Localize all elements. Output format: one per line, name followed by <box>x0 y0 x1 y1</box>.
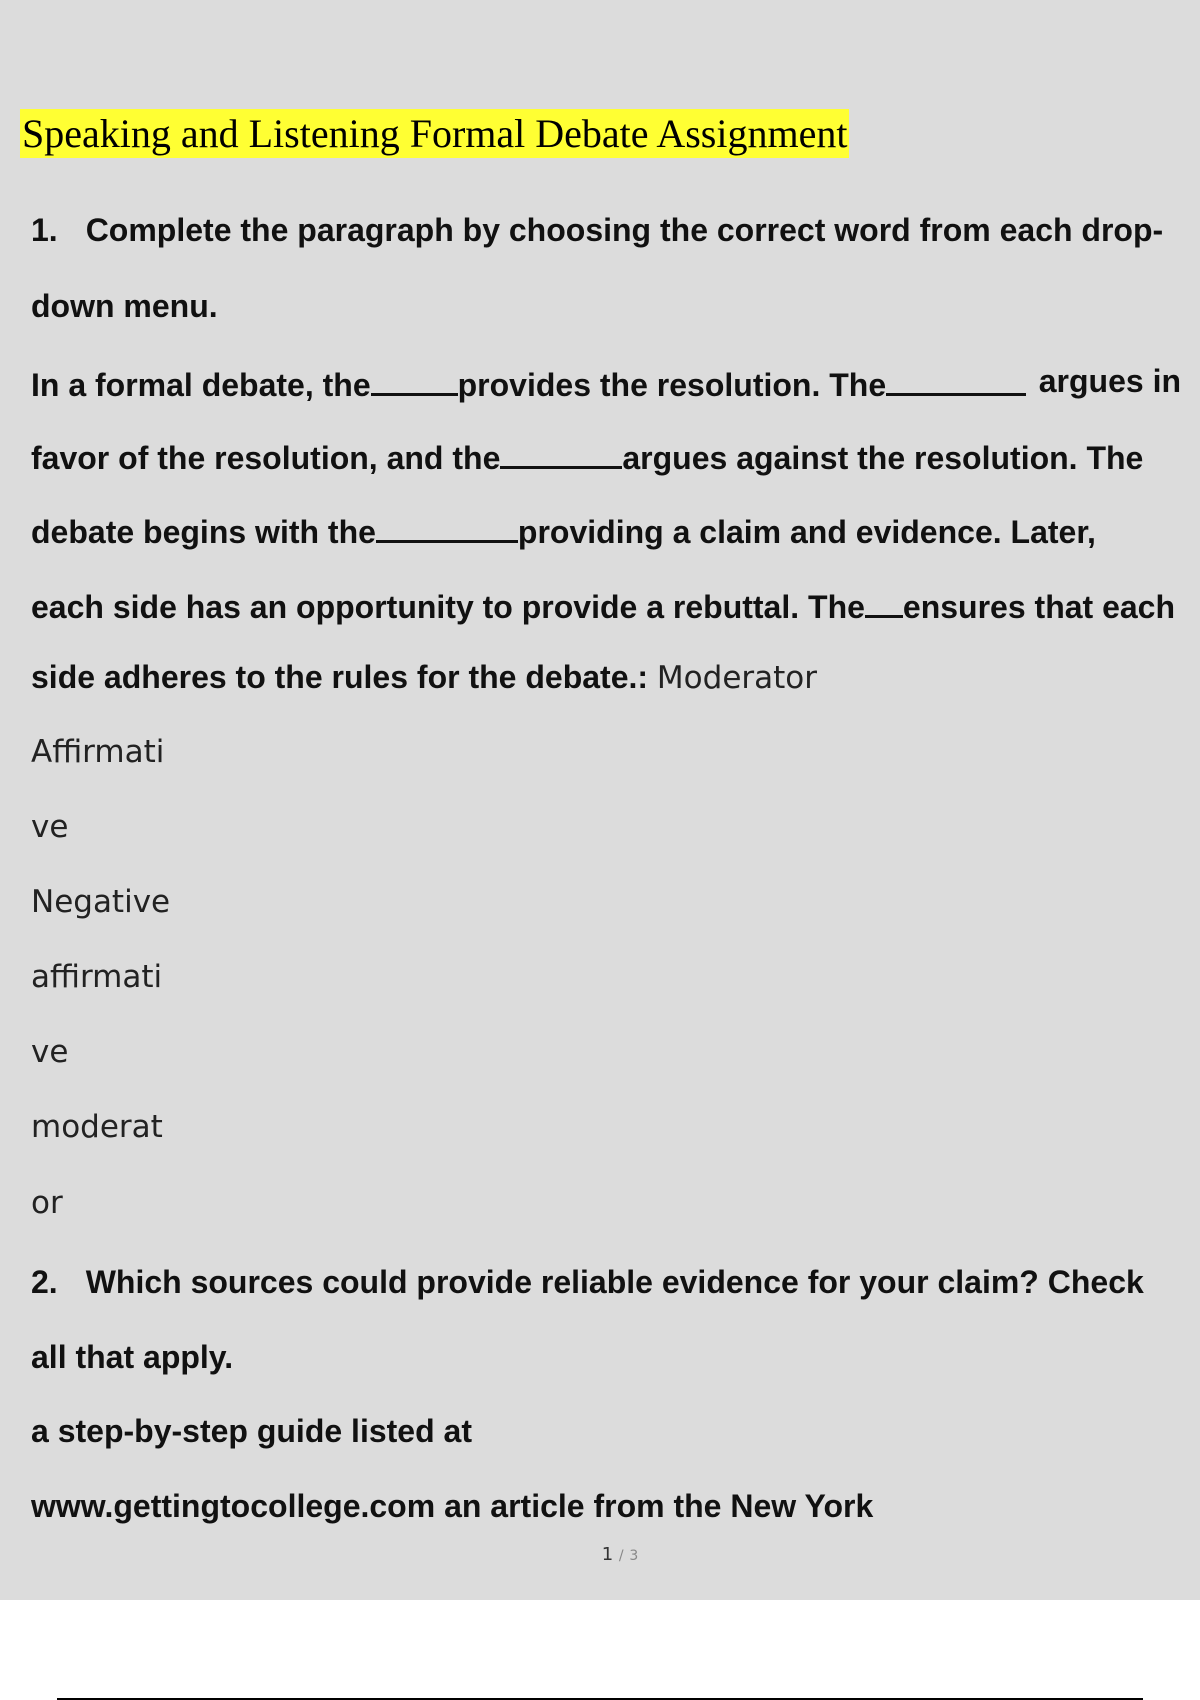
answer-option: or <box>31 1185 63 1221</box>
document-title: Speaking and Listening Formal Debate Assignment <box>22 111 848 156</box>
page-total: 3 <box>629 1548 639 1564</box>
question-2-prompt-line-2: all that apply. <box>31 1339 234 1375</box>
answer-option: ve <box>31 1034 69 1070</box>
question-2-option-line-2: www.gettingtocollege.com an article from the New York <box>31 1488 874 1524</box>
paragraph-text: each side has an opportunity to provide a rebuttal. The <box>31 589 865 625</box>
answer-option: Affirmati <box>31 734 165 770</box>
answer-option: affirmati <box>31 959 163 995</box>
paragraph-text: In a formal debate, the <box>31 367 371 403</box>
blank-dropdown-5[interactable] <box>865 585 903 618</box>
paragraph-line-5 <box>31 659 817 696</box>
paragraph-text: side adheres to the rules for the debate.: <box>31 659 649 695</box>
paragraph-text: ensures that each <box>902 589 1176 625</box>
paragraph-text: argues against the resolution. The <box>622 440 1144 476</box>
page-current: 1 <box>601 1544 614 1565</box>
blank-dropdown-3[interactable] <box>500 436 622 469</box>
question-1-number: 1. <box>31 212 58 248</box>
question-2-prompt-line-1 <box>31 1264 1144 1301</box>
question-2-option-line-1: a step-by-step guide listed at <box>31 1413 472 1449</box>
paragraph-text: argues in <box>1038 363 1181 399</box>
paragraph-line-4 <box>31 585 1175 626</box>
paragraph-line-1 <box>31 363 1181 404</box>
paragraph-text: favor of the resolution, and the <box>31 440 501 476</box>
paragraph-text: providing a claim and evidence. Later, <box>517 514 1096 550</box>
question-1-prompt-line-1 <box>31 212 1163 249</box>
paragraph-text: debate begins with the <box>31 514 376 550</box>
paragraph-line-2 <box>31 436 1143 477</box>
blank-dropdown-4[interactable] <box>376 510 518 543</box>
page-separator: / <box>618 1548 624 1564</box>
paragraph-line-3 <box>31 510 1096 551</box>
question-2-number: 2. <box>31 1264 58 1300</box>
blank-dropdown-1[interactable] <box>371 363 458 396</box>
paragraph-text: provides the resolution. The <box>457 367 887 403</box>
answer-option: Moderator <box>656 660 817 696</box>
answer-option: Negative <box>31 884 171 920</box>
question-2-prompt-text: Which sources could provide reliable evidence for your claim? Check <box>85 1264 1144 1300</box>
answer-option: ve <box>31 809 69 845</box>
answer-option: moderat <box>31 1109 163 1145</box>
question-1-prompt-text: Complete the paragraph by choosing the correct word from each drop- <box>85 212 1164 248</box>
page-indicator <box>0 1544 1200 1565</box>
blank-dropdown-2[interactable] <box>886 363 1026 396</box>
question-1-prompt-line-2: down menu. <box>31 288 218 324</box>
